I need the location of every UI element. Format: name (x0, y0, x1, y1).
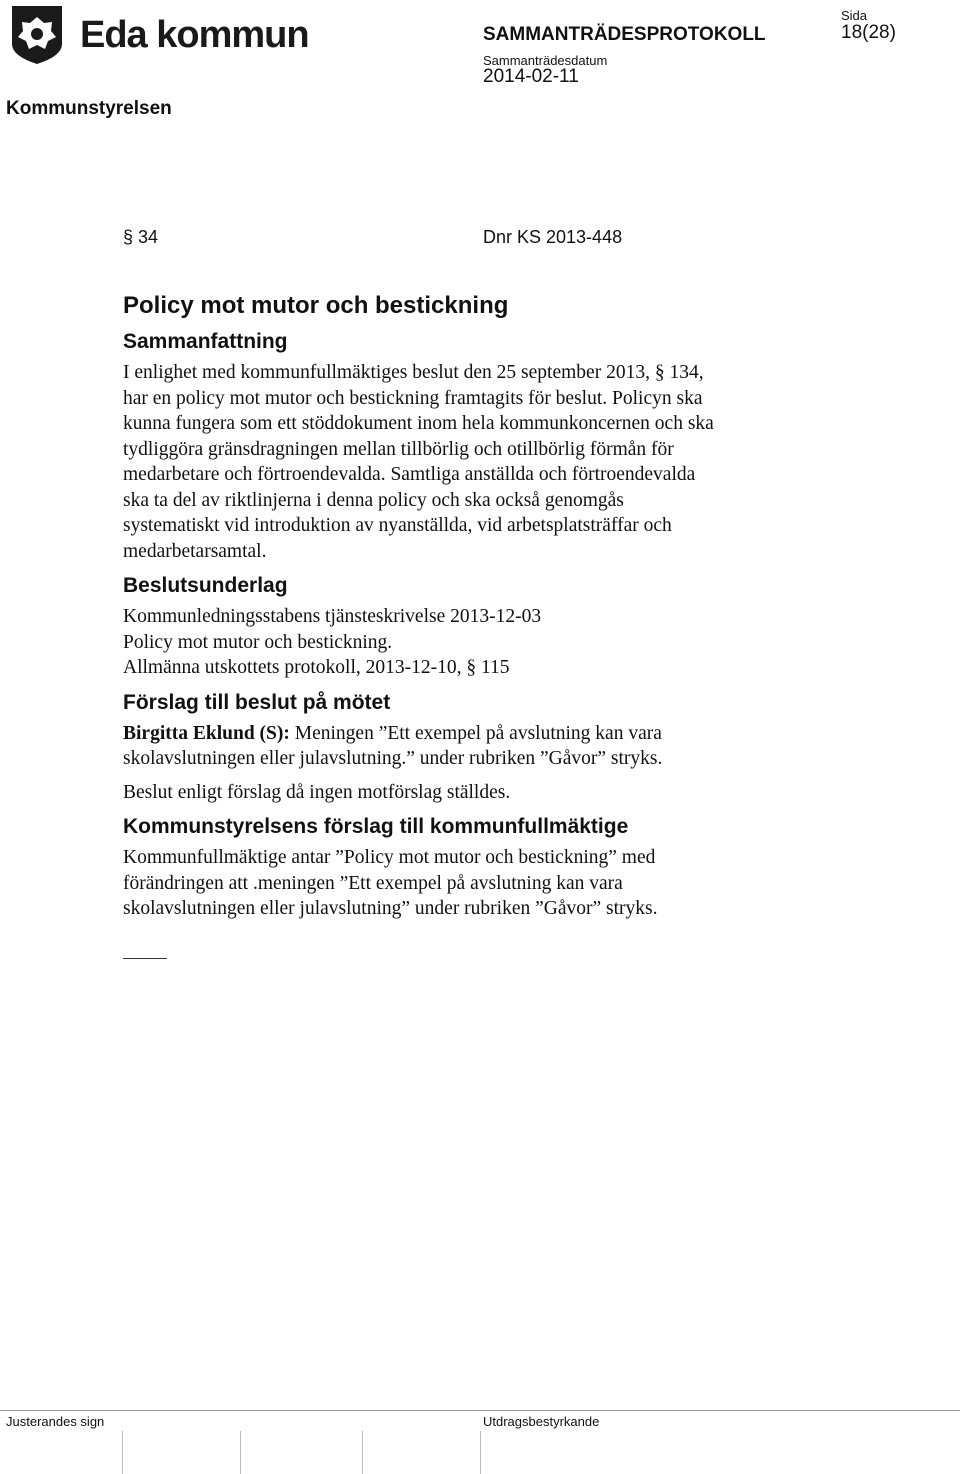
footer-signature-label: Justerandes sign (6, 1414, 105, 1429)
decision-line: Beslut enligt förslag då ingen motförslag ställdes. (123, 781, 511, 803)
meeting-date-label: Sammanträdesdatum (483, 53, 608, 68)
board-proposal-line: Kommunfullmäktige antar ”Policy mot mutor och bestickning” med (123, 847, 656, 868)
proposal-paragraph (123, 721, 813, 772)
meeting-date: 2014-02-11 (483, 66, 579, 87)
summary-line: ska ta del av riktlinjerna i denna policy och ska också genomgås (123, 489, 624, 511)
diary-number: Dnr KS 2013-448 (483, 227, 623, 247)
page-number: 18(28) (841, 22, 896, 43)
item-title: Policy mot mutor och bestickning (123, 292, 509, 319)
basis-heading: Beslutsunderlag (123, 574, 288, 597)
basis-line: Kommunledningsstabens tjänsteskrivelse 2013-12-03 (123, 606, 542, 627)
summary-line: medarbetare och förtroendevalda. Samtliga anställda och förtroendevalda (123, 464, 696, 485)
summary-line: systematiskt vid introduktion av nyanställda, vid arbetsplatsträffar och (123, 515, 672, 536)
signature-box-divider (122, 1431, 123, 1474)
document-body (123, 292, 813, 959)
summary-line: I enlighet med kommunfullmäktiges beslut den 25 september 2013, § 134, (123, 362, 704, 383)
summary-line: tydliggöra gränsdragningen mellan tillbörlig och otillbörlig förmån för (123, 438, 674, 460)
section-number (123, 227, 158, 248)
board-proposal-paragraph (123, 845, 813, 922)
signature-box-divider (240, 1431, 241, 1474)
section-number-value: 34 (138, 227, 159, 247)
board-proposal-heading: Kommunstyrelsens förslag till kommunfullmäktige (123, 815, 629, 838)
proposal-line (123, 721, 813, 747)
footer-divider (0, 1410, 960, 1411)
municipality-emblem-icon (8, 4, 66, 66)
proposal-heading: Förslag till beslut på mötet (123, 690, 391, 714)
proposer-name: Birgitta Eklund (S): (123, 722, 290, 744)
signature-box-divider (480, 1431, 481, 1474)
footer-certification-label: Utdragsbestyrkande (483, 1414, 600, 1429)
summary-paragraph (123, 360, 813, 564)
summary-line: har en policy mot mutor och bestickning framtagits för beslut. Policyn ska (123, 387, 703, 409)
municipality-logo-text: Eda kommun (80, 14, 309, 56)
basis-list (123, 604, 813, 681)
board-name: Kommunstyrelsen (6, 98, 172, 119)
signature-box-divider (362, 1431, 363, 1474)
board-proposal-line: förändringen att .meningen ”Ett exempel på avslutning kan vara (123, 872, 623, 894)
basis-line: Allmänna utskottets protokoll, 2013-12-10, § 115 (123, 657, 510, 678)
page-label: Sida (841, 8, 868, 23)
proposal-text: Meningen ”Ett exempel på avslutning kan vara (289, 722, 662, 744)
proposal-line: skolavslutningen eller julavslutning.” under rubriken ”Gåvor” stryks. (123, 748, 663, 769)
board-proposal-line: skolavslutningen eller julavslutning” under rubriken ”Gåvor” stryks. (123, 898, 658, 919)
end-rule (123, 958, 167, 959)
summary-heading: Sammanfattning (123, 330, 288, 353)
section-sign: § (123, 227, 134, 247)
document-type: SAMMANTRÄDESPROTOKOLL (483, 24, 766, 45)
summary-line: medarbetarsamtal. (123, 540, 267, 562)
basis-line: Policy mot mutor och bestickning. (123, 631, 393, 653)
summary-line: kunna fungera som ett stöddokument inom hela kommunkoncernen och ska (123, 413, 714, 434)
